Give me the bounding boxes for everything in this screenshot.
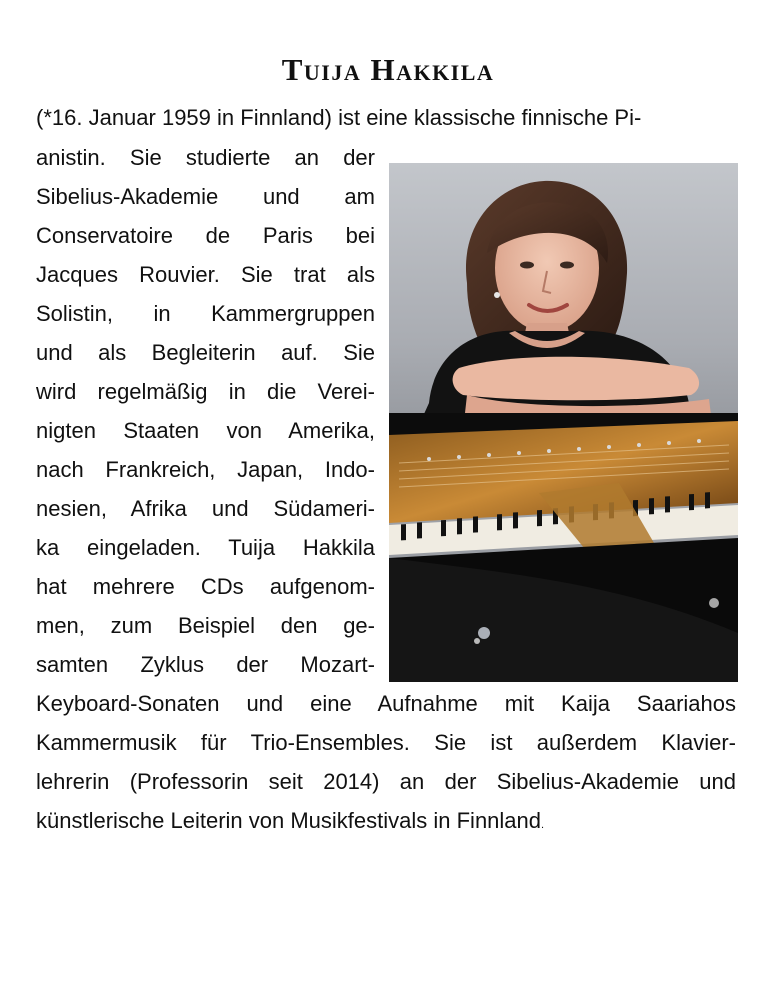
portrait-photo [389,163,738,682]
text-line: Conservatoire de Paris bei [36,223,375,248]
text-line: Keyboard-Sonaten und eine Aufnahme mit Kaija Saariahos [36,691,736,716]
text-line: wird regelmäßig in die Verei- [36,379,375,404]
text-line: ka eingeladen. Tuija Hakkila [36,535,375,560]
portrait-pianist-photo-icon [389,163,738,682]
text-line: nach Frankreich, Japan, Indo- [36,457,375,482]
text-line: Sibelius-Akademie und am [36,184,375,209]
text-line: men, zum Beispiel den ge- [36,613,375,638]
final-period: . [541,819,545,831]
text-line-last-content: künstlerische Leiterin von Musikfestivals in Finnland [36,808,542,833]
text-line: und als Begleiterin auf. Sie [36,340,375,365]
text-line: hat mehrere CDs aufgenom- [36,574,375,599]
text-line: samten Zyklus der Mozart- [36,652,375,677]
text-line: nigten Staaten von Amerika, [36,418,375,443]
text-line: Solistin, in Kammergruppen [36,301,375,326]
text-line: (*16. Januar 1959 in Finnland) ist eine klassische finnische Pi- [36,105,642,130]
text-line: nesien, Afrika und Südameri- [36,496,375,521]
text-line: lehrerin (Professorin seit 2014) an der Sibelius-Akademie und [36,769,736,794]
text-line: Jacques Rouvier. Sie trat als [36,262,375,287]
text-line-last [36,807,544,839]
text-line: Kammermusik für Trio-Ensembles. Sie ist außerdem Klavier- [36,730,736,755]
text-line: anistin. Sie studierte an der [36,145,375,170]
page-title: Tuija Hakkila [281,52,495,87]
